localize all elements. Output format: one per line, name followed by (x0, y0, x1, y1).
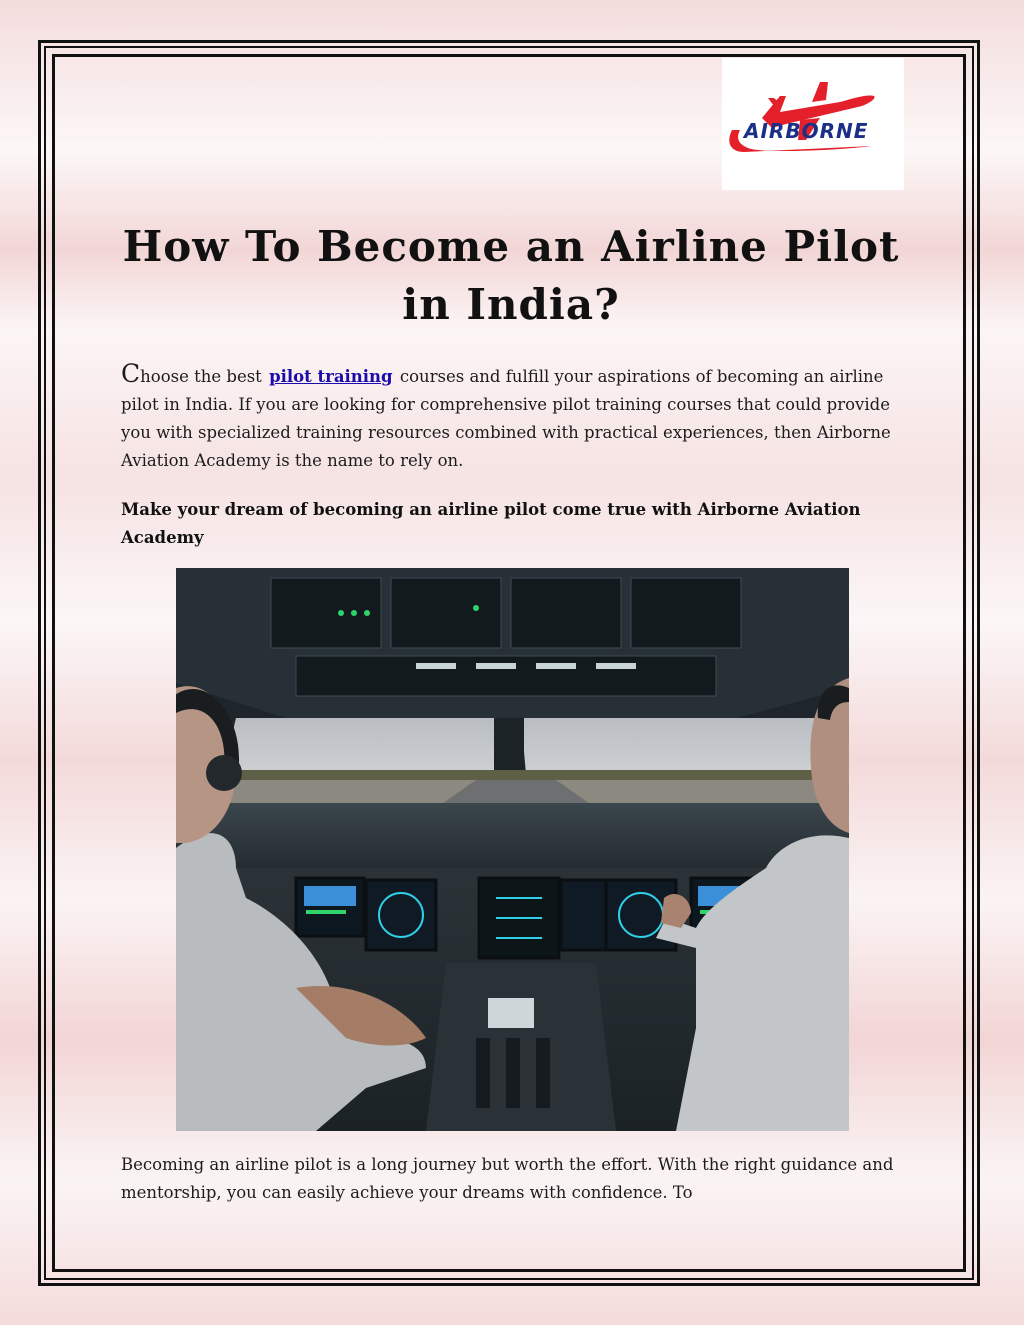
pilot-training-link[interactable]: pilot training (269, 367, 393, 386)
section-subheading: Make your dream of becoming an airline pilot come true with Airborne Aviation Academy (121, 500, 861, 547)
page-title: How To Become an Airline Pilot in India? (122, 222, 900, 329)
cockpit-photo (176, 568, 849, 1131)
intro-text-rest: courses and fulfill your aspirations of becoming an airline pilot in India. If you are looking for comprehensive pilot training courses that could provide you with specialized training resources combined with practical experiences, then Airborne Aviation Academy is the name to rely on. (121, 367, 891, 470)
body-paragraph: Becoming an airline pilot is a long journey but worth the effort. With the right guidance and mentorship, you can easily achieve your dreams with confidence. To (121, 1155, 894, 1202)
intro-text-start: hoose the best (140, 367, 268, 386)
airborne-logo (722, 58, 904, 190)
logo-wordmark: AIRBORNE (744, 119, 869, 143)
intro-paragraph (121, 359, 911, 475)
dropcap-letter: C (121, 359, 141, 388)
airplane-icon (722, 58, 904, 190)
